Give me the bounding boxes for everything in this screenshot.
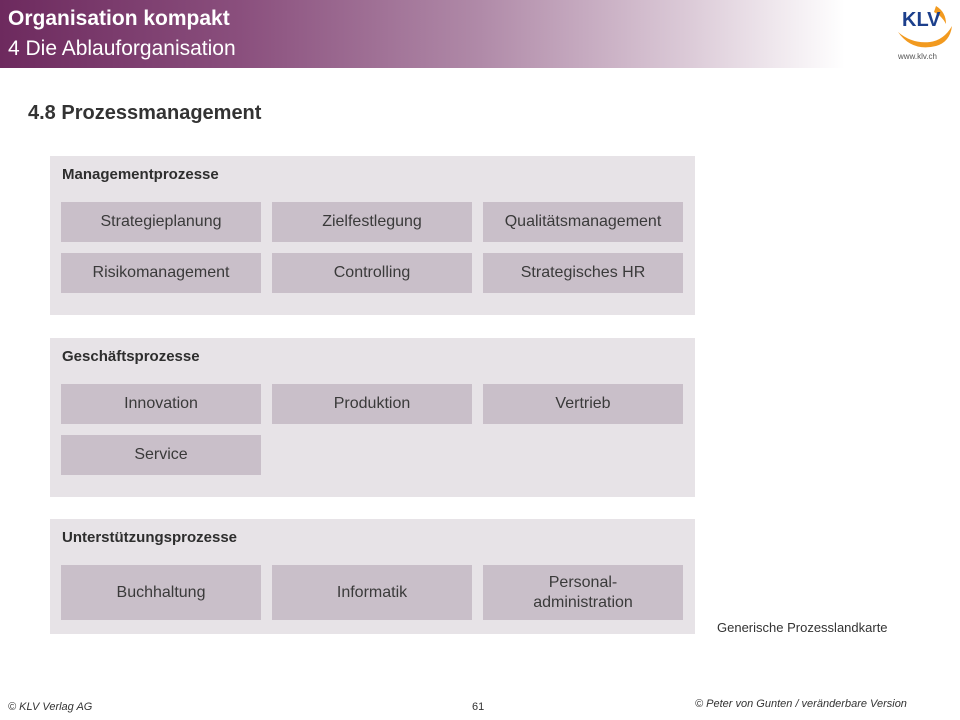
header-banner xyxy=(0,0,960,68)
process-label: Innovation xyxy=(124,395,198,412)
group-management-processes xyxy=(50,156,695,315)
figure-caption: Generische Prozesslandkarte xyxy=(717,620,888,635)
process-label: Strategieplanung xyxy=(100,213,222,230)
process-label-line1: Personal- xyxy=(548,573,618,591)
process-box xyxy=(61,435,261,475)
process-label: Risikomanagement xyxy=(92,264,230,281)
group-title: Geschäftsprozesse xyxy=(62,348,200,365)
process-box xyxy=(61,202,261,242)
klv-logo xyxy=(892,2,954,54)
footer-copyright-right: © Peter von Gunten / veränderbare Version xyxy=(695,698,907,710)
process-box xyxy=(272,202,472,242)
process-box xyxy=(272,253,472,293)
header-title: Organisation kompakt xyxy=(8,7,230,30)
process-box xyxy=(272,384,472,424)
process-label: Buchhaltung xyxy=(116,583,206,601)
footer-copyright-left: © KLV Verlag AG xyxy=(8,701,93,713)
process-label-line2: administration xyxy=(533,593,633,611)
process-box xyxy=(61,384,261,424)
process-label: Vertrieb xyxy=(555,395,611,412)
process-label: Produktion xyxy=(333,395,411,412)
process-label: Strategisches HR xyxy=(520,264,646,281)
process-box xyxy=(483,384,683,424)
process-label: Qualitätsmanagement xyxy=(504,213,662,230)
process-box xyxy=(483,202,683,242)
logo-text: KLV xyxy=(902,9,941,31)
process-label: Zielfestlegung xyxy=(322,213,422,230)
footer-page-number: 61 xyxy=(472,701,485,713)
group-support-processes xyxy=(50,519,695,634)
group-business-processes xyxy=(50,338,695,497)
process-box xyxy=(61,253,261,293)
logo-url: www.klv.ch xyxy=(898,52,937,61)
page-title: 4.8 Prozessmanagement xyxy=(28,102,262,124)
header-subtitle: 4 Die Ablauforganisation xyxy=(8,37,236,60)
process-label: Informatik xyxy=(336,583,408,601)
process-box xyxy=(272,565,472,620)
process-box xyxy=(483,253,683,293)
process-label: Controlling xyxy=(333,264,411,281)
process-label: Service xyxy=(134,446,188,463)
group-title: Managementprozesse xyxy=(62,166,219,183)
group-title: Unterstützungsprozesse xyxy=(62,529,238,546)
process-box xyxy=(61,565,261,620)
process-box xyxy=(483,565,683,620)
